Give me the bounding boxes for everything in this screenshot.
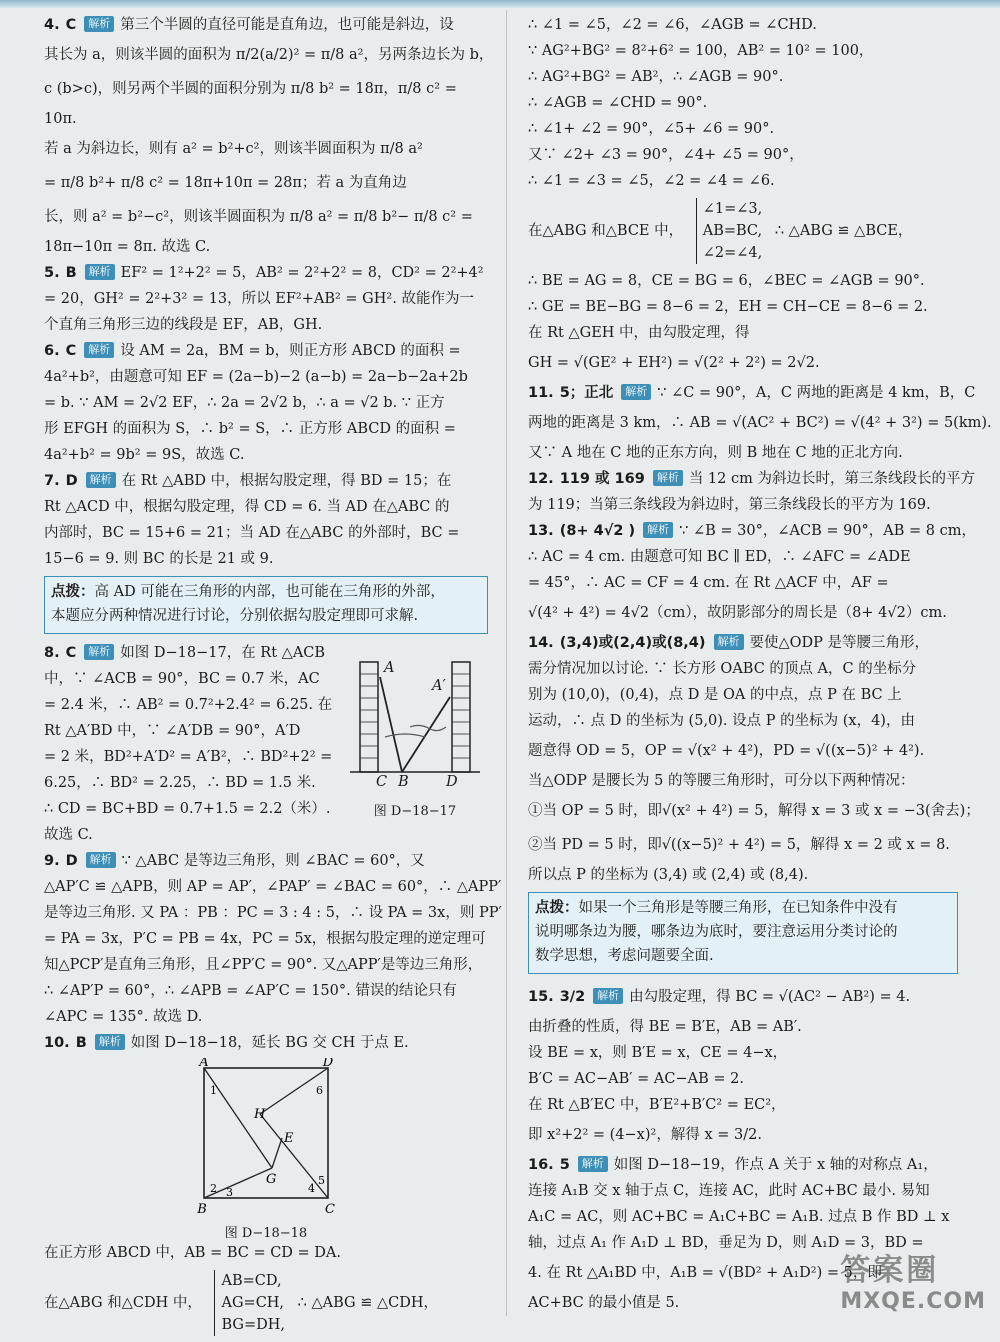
q14-line-3: 别为 (10,0)，(0,4)，点 D 是 OA 的中点，点 P 在 BC 上 [528,687,902,703]
figure-label-a: A [199,1058,209,1070]
angle-label-4: 4 [308,1182,315,1195]
q4-line-8: 18π−10π = 8π. 故选 C. [44,239,211,255]
q8-line-7: ∴ CD = BC+BD = 0.7+1.5 = 2.2（米）. [44,801,331,817]
q5-line-1: 5. B 解析 EF² = 1²+2² = 5，AB² = 2²+2² = 8，CD² = 2²+4² [44,265,484,281]
q14-line-8: ②当 PD = 5 时，即√((x−5)² + 4²) = 5，解得 x = 2 或 x = 8. [528,837,950,853]
q6-line-5: 4a²+b² = 9b² = 9S，故选 C. [44,447,245,463]
q10-line-3: 在△ABG 和△CDH 中， AB=CD, AG=CH, BG=DH, ∴ △ABG ≌ △CDH， [44,1268,488,1338]
q15-line-5: 在 Rt △B′EC 中，B′E²+B′C² = EC²， [528,1097,786,1113]
right-line-9: ∴ BE = AG = 8，CE = BG = 6，∠BEC = ∠AGB = 90°. [528,273,925,289]
right-line-7: ∴ ∠1 = ∠3 = ∠5，∠2 = ∠4 = ∠6. [528,173,775,189]
figure-label-d: D [322,1058,334,1070]
q16-line-2: 连接 A₁B 交 x 轴于点 C，连接 AC，此时 AC+BC 最小. 易知 [528,1183,930,1199]
q8-block [44,642,488,846]
figure-label-h: H [254,1107,266,1122]
q4-line-4: 10π. [44,111,77,127]
analysis-tag: 解析 [593,988,623,1004]
analysis-tag: 解析 [714,634,744,650]
figure-label-c: C [376,774,388,790]
q4-line-2: 其长为 a，则该半圆的面积为 π/2(a/2)² = π/8 a²，另两条边长为 b， [44,47,494,63]
angle-label-2: 2 [210,1182,217,1195]
tip-label: 点拨： [51,584,95,600]
right-line-8: 在△ABG 和△BCE 中， ∠1=∠3, AB=BC, ∠2=∠4, ∴ △ABG ≌ △BCE， [528,196,958,266]
q15-line-6: 即 x²+2² = (4−x)²，解得 x = 3/2. [528,1127,762,1143]
analysis-tag: 解析 [84,644,114,660]
q13-line-4: √(4² + 4²) = 4√2（cm），故阴影部分的周长是（8+ 4√2）cm. [528,605,947,621]
q9-line-7: ∠APC = 135°. 故选 D. [44,1009,203,1025]
analysis-tag: 解析 [578,1156,608,1172]
q14-line-6: 当△ODP 是腰长为 5 的等腰三角形时，可分以下两种情况： [528,773,915,789]
q9-line-1: 9. D 解析 ∵ △ABC 是等边三角形，则 ∠BAC = 60°，又 [44,853,425,869]
q9-line-4: = PA = 3x，P′C = PB = 4x，PC = 5x，根据勾股定理的逆定理可 [44,931,486,947]
right-line-1: ∴ ∠1 = ∠5，∠2 = ∠6，∠AGB = ∠CHD. [528,17,817,33]
analysis-tag: 解析 [95,1034,125,1050]
q5-line-2: = 20，GH² = 2²+3² = 13，所以 EF²+AB² = GH². 故能作为一 [44,291,474,307]
q16-line-5: 4. 在 Rt △A₁BD 中，A₁B = √(BD² + A₁D²) = 5，即 [528,1265,882,1281]
figure-caption: 图 D−18−18 [224,1226,308,1241]
q6-line-4: 形 EFGH 的面积为 S，∴ b² = S，∴ 正方形 ABCD 的面积 = [44,421,456,437]
q9-line-3: 是等边三角形. 又 PA ：PB ：PC = 3 : 4 : 5，∴ 设 PA = 3x，则 PP′ [44,905,502,921]
site-watermark: 答案圈 MXQE.COM [840,1253,986,1314]
right-line-10: ∴ GE = BE−BG = 8−6 = 2，EH = CH−CE = 8−6 = 2. [528,299,928,315]
q8-line-6: 6.25，∴ BD² = 2.25，∴ BD = 1.5 米. [44,775,316,791]
q4-line-5: 若 a 为斜边长，则有 a² = b²+c²，则该半圆面积为 π/8 a² [44,141,423,157]
figure-d-18-18 [44,1058,488,1241]
q11-line-1: 11. 5；正北 解析 ∵ ∠C = 90°，A，C 两地的距离是 4 km，B，C [528,385,976,401]
figure-label-c: C [325,1202,335,1217]
q13-line-2: ∴ AC = 4 cm. 由题意可知 BC ∥ ED，∴ ∠AFC = ∠ADE [528,549,911,565]
q4-line-1: 4. C 解析 第三个半圆的直径可能是直角边，也可能是斜边，设 [44,17,454,33]
tip-text: 说明哪条边为腰，哪条边为底时，要注意运用分类讨论的 [535,924,898,940]
q8-line-2: 中，∵ ∠ACB = 90°，BC = 0.7 米，AC [44,671,320,687]
q8-line-1: 8. C 解析 如图 D−18−17，在 Rt △ACB [44,645,326,661]
q12-line-2: 为 119；当第三条线段为斜边时，第三条线段长的平方为 169. [528,497,931,513]
right-line-5: ∴ ∠1+ ∠2 = 90°，∠5+ ∠6 = 90°. [528,121,775,137]
left-column [44,14,502,1342]
right-line-2: ∵ AG²+BG² = 8²+6² = 100，AB² = 10² = 100， [528,43,874,59]
q6-line-2: 4a²+b²，由题意可知 EF = (2a−b)−2 (a−b) = 2a−b−2a+2b [44,369,468,385]
q7-line-3: 内部时，BC = 15+6 = 21；当 AD 在△ABC 的外部时，BC = [44,525,460,541]
figure-caption: 图 D−18−17 [373,804,457,819]
right-line-6: 又∵ ∠2+ ∠3 = 90°，∠4+ ∠5 = 90°， [528,147,804,163]
q4-line-7: 长，则 a² = b²−c²，则该半圆面积为 π/8 a² = π/8 b²− π/8 c² = [44,209,473,225]
q10-line-1: 10. B 解析 如图 D−18−18，延长 BG 交 CH 于点 E. [44,1035,409,1051]
square-diagram [44,1058,488,1218]
q9-line-6: ∴ ∠AP′P = 60°，∴ ∠APB = ∠AP′C = 150°. 错误的结论只有 [44,983,457,999]
analysis-tag: 解析 [643,522,673,538]
q5-line-3: 个直角三角形三边的线段是 EF，AB，GH. [44,317,323,333]
q15-line-2: 由折叠的性质，得 BE = B′E，AB = AB′. [528,1019,802,1035]
q14-line-9: 所以点 P 的坐标为 (3,4) 或 (2,4) 或 (8,4). [528,867,809,883]
analysis-tag: 解析 [84,16,114,32]
top-banner [0,0,1000,8]
angle-label-3: 3 [226,1186,233,1199]
column-divider [506,10,507,1316]
tip-text: 数学思想，考虑问题要全面. [535,948,714,964]
figure-d-18-17 [340,642,490,822]
analysis-tag: 解析 [621,384,651,400]
tip-text: 如果一个三角形是等腰三角形，在已知条件中没有 [578,900,898,916]
q7-line-2: Rt △ACD 中，根据勾股定理，得 CD = 6. 当 AD 在△ABC 的 [44,499,450,515]
figure-label-b: B [398,774,409,790]
q8-line-8: 故选 C. [44,827,93,843]
figure-label-d: D [446,774,458,790]
q16-line-3: A₁C = AC，则 AC+BC = A₁C+BC = A₁B. 过点 B 作 BD ⊥ x [528,1209,950,1225]
q6-line-3: = b. ∵ AM = 2√2 EF，∴ 2a = 2√2 b，∴ a = √2 b. ∵ 正方 [44,395,445,411]
figure-label-e: E [284,1131,294,1146]
congruence-brace: ∠1=∠3, AB=BC, ∠2=∠4, [696,198,763,264]
q16-line-6: AC+BC 的最小值是 5. [528,1295,680,1311]
q13-line-3: = 45°，∴ AC = CF = 4 cm. 在 Rt △ACF 中，AF = [528,575,889,591]
tip-text: 高 AD 可能在三角形的内部，也可能在三角形的外部， [94,584,445,600]
analysis-tag: 解析 [653,470,683,486]
figure-label-a: A [384,660,395,676]
right-line-11: 在 Rt △GEH 中，由勾股定理，得 [528,325,750,341]
figure-label-g: G [266,1172,277,1187]
q4-line-6: = π/8 b²+ π/8 c² = 18π+10π = 28π；若 a 为直角边 [44,175,407,191]
q7-line-1: 7. D 解析 在 Rt △ABD 中，根据勾股定理，得 BD = 15；在 [44,473,452,489]
q11-line-3: 又∵ A 地在 C 地的正东方向，则 B 地在 C 地的正北方向. [528,445,903,461]
q9-line-5: 知△PCP′是直角三角形，且∠PP′C = 90°. 又△APP′是等边三角形， [44,957,483,973]
q4-line-3: c (b>c)，则另两个半圆的面积分别为 π/8 b² = 18π，π/8 c² = [44,81,457,97]
q11-line-2: 两地的距离是 3 km，∴ AB = √(AC² + BC²) = √(4² + 3²) = 5(km). [528,415,992,431]
figure-label-b: B [197,1202,207,1217]
right-line-4: ∴ ∠AGB = ∠CHD = 90°. [528,95,708,111]
tip-box-q7 [44,576,488,634]
congruence-brace: AB=CD, AG=CH, BG=DH, [214,1270,285,1336]
q10-line-2: 在正方形 ABCD 中，AB = BC = CD = DA. [44,1245,342,1261]
angle-label-5: 5 [318,1174,325,1187]
q15-line-4: B′C = AC−AB′ = AC−AB = 2. [528,1071,744,1087]
q14-line-4: 运动，∴ 点 D 的坐标为 (5,0). 设点 P 的坐标为 (x，4)，由 [528,713,915,729]
q14-line-5: 题意得 OD = 5，OP = √(x² + 4²)，PD = √((x−5)² + 4²). [528,743,925,759]
q12-line-1: 12. 119 或 169 解析 当 12 cm 为斜边长时，第三条线段长的平方 [528,471,975,487]
analysis-tag: 解析 [86,852,116,868]
q14-line-7: ①当 OP = 5 时，即√(x² + 4²) = 5，解得 x = 3 或 x = −3(舍去)； [528,803,980,819]
q14-line-1: 14. (3,4)或(2,4)或(8,4) 解析 要使△ODP 是等腰三角形， [528,635,930,651]
q9-line-2: △AP′C ≌ △APB，则 AP = AP′，∠PAP′ = ∠BAC = 60°，∴ △APP′ [44,879,502,895]
q8-line-5: = 2 米，BD²+A′D² = A′B²，∴ BD²+2² = [44,749,333,765]
q8-line-4: Rt △A′BD 中，∵ ∠A′DB = 90°，A′D [44,723,301,739]
q15-line-1: 15. 3/2 解析 由勾股定理，得 BC = √(AC² − AB²) = 4. [528,989,911,1005]
q6-line-1: 6. C 解析 设 AM = 2a，BM = b，则正方形 ABCD 的面积 = [44,343,461,359]
q14-line-2: 需分情况加以讨论. ∵ 长方形 OABC 的顶点 A，C 的坐标分 [528,661,917,677]
q7-line-4: 15−6 = 9. 则 BC 的长是 21 或 9. [44,551,274,567]
tip-box-q14 [528,892,958,974]
angle-label-1: 1 [210,1084,217,1097]
q15-line-3: 设 BE = x，则 B′E = x，CE = 4−x， [528,1045,788,1061]
analysis-tag: 解析 [85,264,115,280]
angle-label-6: 6 [316,1084,323,1097]
analysis-tag: 解析 [86,472,116,488]
q16-line-1: 16. 5 解析 如图 D−18−19，作点 A 关于 x 轴的对称点 A₁， [528,1157,938,1173]
q8-line-3: = 2.4 米，∴ AB² = 0.7²+2.4² = 6.25. 在 [44,697,333,713]
q16-line-4: 轴，过点 A₁ 作 A₁D ⊥ BD，垂足为 D，则 A₁D = 3，BD = [528,1235,924,1251]
tip-text: 本题应分两种情况进行讨论，分别依据勾股定理即可求解. [51,608,419,624]
right-line-3: ∴ AG²+BG² = AB²，∴ ∠AGB = 90°. [528,69,784,85]
figure-label-a-prime: A′ [432,678,446,694]
ladder-diagram [340,642,490,792]
right-column [528,14,992,1318]
q13-line-1: 13. (8+ 4√2 ) 解析 ∵ ∠B = 30°，∠ACB = 90°，AB = 8 cm， [528,523,976,539]
tip-label: 点拨： [535,900,579,916]
right-line-12: GH = √(GE² + EH²) = √(2² + 2²) = 2√2. [528,355,820,371]
analysis-tag: 解析 [84,342,114,358]
